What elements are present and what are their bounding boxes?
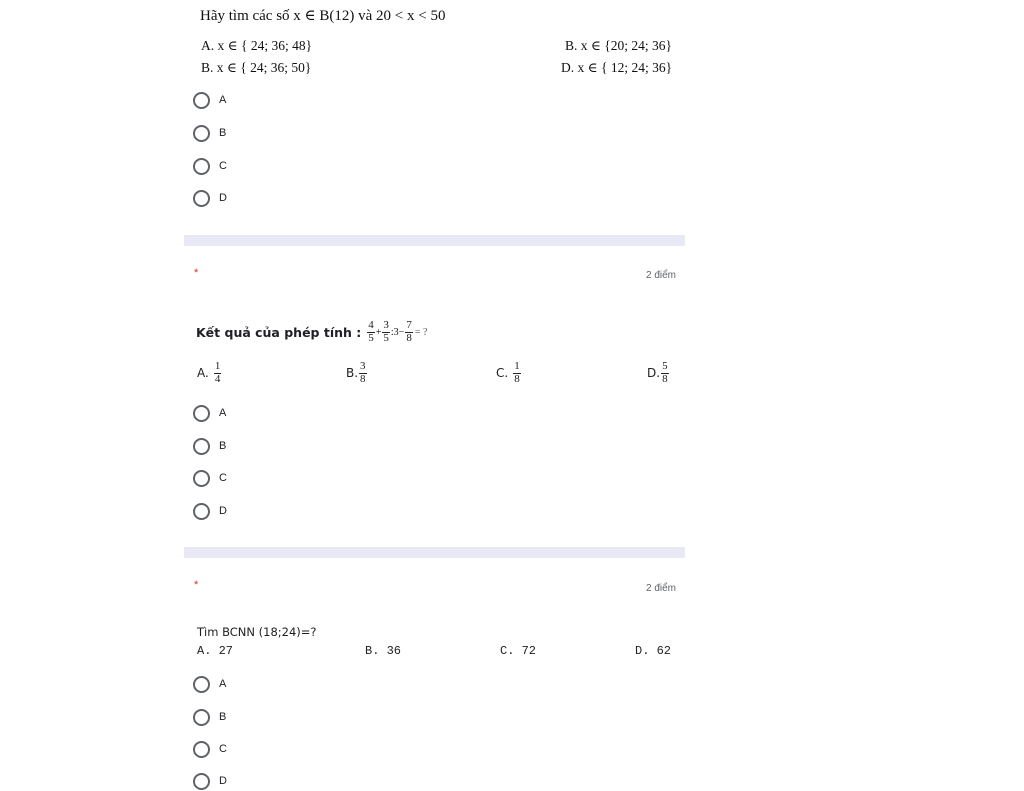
q2-expr-op2: :3− xyxy=(390,326,405,338)
q2-expr-fraction-2: $\frac{3}{5}$ xyxy=(383,318,389,344)
q3-option-a-text: A. 27 xyxy=(197,644,234,658)
q1-radio-a[interactable] xyxy=(193,92,210,109)
q2-radio-d-label[interactable]: D xyxy=(219,505,227,517)
q2-radio-a[interactable] xyxy=(193,405,210,422)
q3-required-mark: * xyxy=(194,579,199,591)
q2-option-c-text: C. $\frac{1}{8}$ xyxy=(496,359,520,385)
q3-radio-a-label[interactable]: A xyxy=(219,678,227,690)
q3-option-d-text: D. 62 xyxy=(635,644,672,658)
q2-radio-d[interactable] xyxy=(193,503,210,520)
q3-radio-c[interactable] xyxy=(193,741,210,758)
q2-expr-fraction-3: $\frac{7}{8}$ xyxy=(406,318,412,344)
q2-radio-a-label[interactable]: A xyxy=(219,407,227,419)
q2-question xyxy=(196,316,427,348)
q3-option-b-text: B. 36 xyxy=(365,644,402,658)
q3-radio-b-label[interactable]: B xyxy=(219,711,227,723)
q2-points: 2 điểm xyxy=(646,270,677,281)
section-divider xyxy=(184,547,685,558)
q2-option-b-text: B. $\frac{3}{8}$ xyxy=(346,359,366,385)
q3-points: 2 điểm xyxy=(646,583,677,594)
q1-radio-b[interactable] xyxy=(193,125,210,142)
q1-option-a-text: A. x ∈ { 24; 36; 48} xyxy=(201,38,313,53)
q1-option-b2-text: B. x ∈ { 24; 36; 50} xyxy=(201,60,312,75)
q3-radio-a[interactable] xyxy=(193,676,210,693)
q1-radio-a-label[interactable]: A xyxy=(219,94,227,106)
q2-required-mark: * xyxy=(194,267,199,279)
q1-radio-d[interactable] xyxy=(193,190,210,207)
q2-expr-tail: = ? xyxy=(414,326,428,338)
q2-radio-b[interactable] xyxy=(193,438,210,455)
q3-radio-b[interactable] xyxy=(193,709,210,726)
q3-radio-d-label[interactable]: D xyxy=(219,775,227,787)
q3-radio-c-label[interactable]: C xyxy=(219,743,227,755)
q2-option-d-text: D. $\frac{5}{8}$ xyxy=(647,359,668,385)
q3-radio-d[interactable] xyxy=(193,773,210,790)
q2-radio-b-label[interactable]: B xyxy=(219,440,227,452)
q2-radio-c-label[interactable]: C xyxy=(219,472,227,484)
q1-radio-b-label[interactable]: B xyxy=(219,127,227,139)
q3-title: Tìm BCNN (18;24)=? xyxy=(197,625,317,639)
q3-option-c-text: C. 72 xyxy=(500,644,537,658)
q1-radio-c-label[interactable]: C xyxy=(219,160,227,172)
q1-option-d-text: D. x ∈ { 12; 24; 36} xyxy=(561,60,673,75)
q1-radio-d-label[interactable]: D xyxy=(219,192,227,204)
q1-radio-c[interactable] xyxy=(193,158,210,175)
q2-title: Kết quả của phép tính : xyxy=(196,324,362,340)
q1-option-b1-text: B. x ∈ {20; 24; 36} xyxy=(565,38,672,53)
q2-option-a-text: A. $\frac{1}{4}$ xyxy=(197,359,221,385)
q1-title: Hãy tìm các số x ∈ B(12) và 20 < x < 50 xyxy=(200,8,446,24)
q2-expr-fraction-1: $\frac{4}{5}$ xyxy=(368,318,374,344)
q2-radio-c[interactable] xyxy=(193,470,210,487)
section-divider xyxy=(184,235,685,246)
q2-expr-op1: + xyxy=(375,326,382,338)
